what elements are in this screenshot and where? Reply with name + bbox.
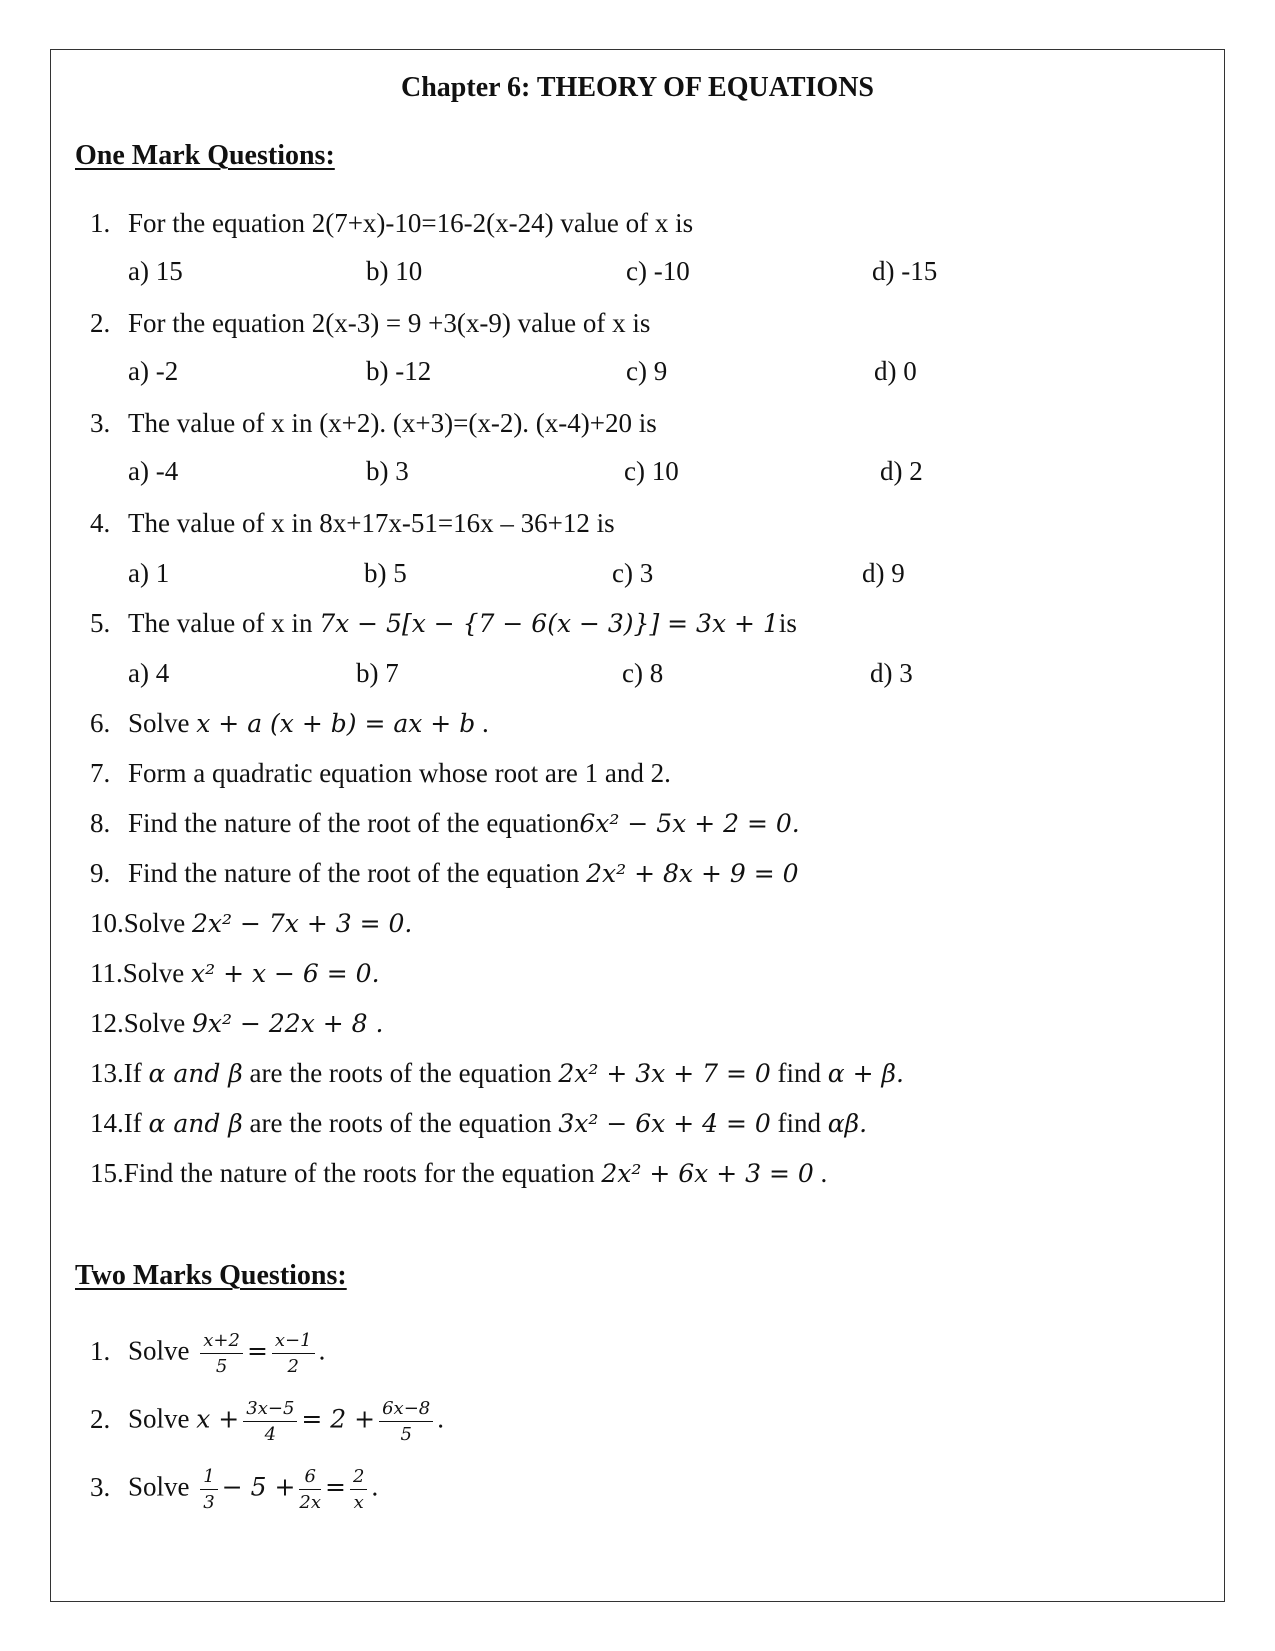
period: . [371,1471,379,1502]
question-text: Solve [128,1335,190,1366]
question-5 [90,608,797,639]
page-title: Chapter 6: THEORY OF EQUATIONS [401,72,874,103]
equation: 2x² + 3x + 7 = 0 [558,1059,771,1088]
question-tail: . [813,1158,828,1188]
question-number: 3. [90,408,111,438]
option-b: b) 10 [366,256,423,286]
question-number: 6. [90,708,111,738]
fraction-rhs: $\frac{x-1}{2}$ [272,1330,315,1377]
question-14 [90,1108,867,1139]
fraction-one-third: $\frac{1}{3}$ [200,1466,217,1513]
question-11 [90,958,380,989]
question-text: If [123,1108,149,1138]
question-13 [90,1058,904,1089]
question-text: Solve [128,1403,190,1434]
question-number: 8. [90,808,111,838]
equation: x² + x − 6 = 0. [191,959,380,988]
fraction-lhs: $\frac{x+2}{5}$ [200,1330,243,1377]
question-text: The value of x in 8x+17x-51=16x – 36+12 is [128,508,615,538]
option-d: d) 9 [862,558,905,588]
question-text: Find the nature of the roots for the equation [123,1158,602,1188]
fraction-middle: $\frac{6}{2x}$ [299,1466,322,1513]
roots-expression: α and β [148,1109,243,1138]
question-6 [90,708,489,739]
question-number: 12. [90,1008,124,1038]
question-number: 1. [90,208,111,238]
option-c: c) -10 [626,256,690,286]
roots-expression: α and β [148,1059,243,1088]
question-number: 2. [90,1403,111,1434]
question-text: If [123,1058,149,1088]
equation: x + a (x + b) = ax + b [196,709,476,738]
question-number: 10. [90,908,124,938]
equation: 2x² + 8x + 9 = 0 [586,859,799,888]
equals-sign: = [246,1336,268,1366]
option-a: a) -2 [128,356,179,386]
question-2 [90,308,650,339]
target-expression: αβ. [827,1109,868,1138]
option-d: d) 3 [870,658,913,688]
question-text: Solve [122,958,192,988]
fraction-lhs: $\frac{3x-5}{4}$ [243,1398,297,1445]
question-3 [90,408,657,439]
question-tail: is [778,608,797,638]
option-c: c) 9 [626,356,668,386]
question-text: Find the nature of the root of the equation [128,858,587,888]
fraction-rhs: $\frac{6x-8}{5}$ [379,1398,433,1445]
option-a: a) -4 [128,456,179,486]
question-10 [90,908,412,939]
equals-sign: = [325,1472,346,1502]
period: . [437,1403,444,1434]
question-number: 11. [90,958,123,988]
question-number: 14. [90,1108,124,1138]
question-text: Form a quadratic equation whose root are 1 and 2. [128,758,671,788]
question-number: 4. [90,508,111,538]
question-text: For the equation 2(x-3) = 9 +3(x-9) value of x is [128,308,651,338]
option-b: b) 3 [366,456,409,486]
question-text: Solve [123,1008,193,1038]
question-12 [90,1008,383,1039]
question-text-mid2: find [770,1108,828,1138]
question-text-mid: are the roots of the equation [242,1108,559,1138]
two-mark-question-1 [90,1330,325,1377]
question-number: 3. [90,1471,111,1502]
two-mark-question-2 [90,1398,444,1445]
question-number: 13. [90,1058,124,1088]
option-c: c) 10 [624,456,679,486]
two-marks-heading: Two Marks Questions: [75,1260,347,1291]
equation: 3x² − 6x + 4 = 0 [558,1109,771,1138]
option-d: d) -15 [872,256,938,286]
equation: 7x − 5[x − {7 − 6(x − 3)}] = 3x + 1 [319,609,779,638]
option-b: b) 5 [364,558,407,588]
question-text: The value of x in [128,608,320,638]
question-text-mid: are the roots of the equation [242,1058,559,1088]
one-mark-heading: One Mark Questions: [75,140,335,171]
option-d: d) 0 [874,356,917,386]
question-number: 2. [90,308,111,338]
question-number: 7. [90,758,111,788]
question-9 [90,858,799,889]
option-a: a) 4 [128,658,170,688]
question-text-mid2: find [770,1058,828,1088]
question-number: 1. [90,1335,111,1366]
question-15 [90,1158,827,1189]
question-number: 9. [90,858,111,888]
equation: 9x² − 22x + 8 . [192,1009,384,1038]
question-text: Solve [128,1471,190,1502]
middle-expression: − 5 + [221,1472,296,1502]
target-expression: α + β. [827,1059,904,1088]
question-number: 15. [90,1158,124,1188]
question-text: The value of x in (x+2). (x+3)=(x-2). (x-4)+20 is [128,408,657,438]
option-c: c) 3 [612,558,654,588]
equation: 2x² + 6x + 3 = 0 [601,1159,814,1188]
question-1 [90,208,693,239]
question-text: Find the nature of the root of the equation [128,808,580,838]
two-mark-question-3 [90,1466,378,1513]
equals-expression: = 2 + [301,1404,376,1434]
equation: 2x² − 7x + 3 = 0. [192,909,413,938]
fraction-rhs: $\frac{2}{x}$ [350,1466,367,1513]
question-8 [90,808,800,839]
option-b: b) 7 [356,658,399,688]
option-a: a) 15 [128,256,183,286]
lhs-term: x + [196,1404,240,1434]
question-tail: . [475,708,489,738]
option-d: d) 2 [880,456,923,486]
question-4 [90,508,615,539]
period: . [318,1335,326,1366]
question-7 [90,758,671,789]
question-text: For the equation 2(7+x)-10=16-2(x-24) value of x is [128,208,694,238]
option-a: a) 1 [128,558,170,588]
equation: 6x² − 5x + 2 = 0. [579,809,800,838]
question-text: Solve [123,908,193,938]
question-number: 5. [90,608,111,638]
question-text: Solve [128,708,197,738]
option-b: b) -12 [366,356,432,386]
option-c: c) 8 [622,658,664,688]
